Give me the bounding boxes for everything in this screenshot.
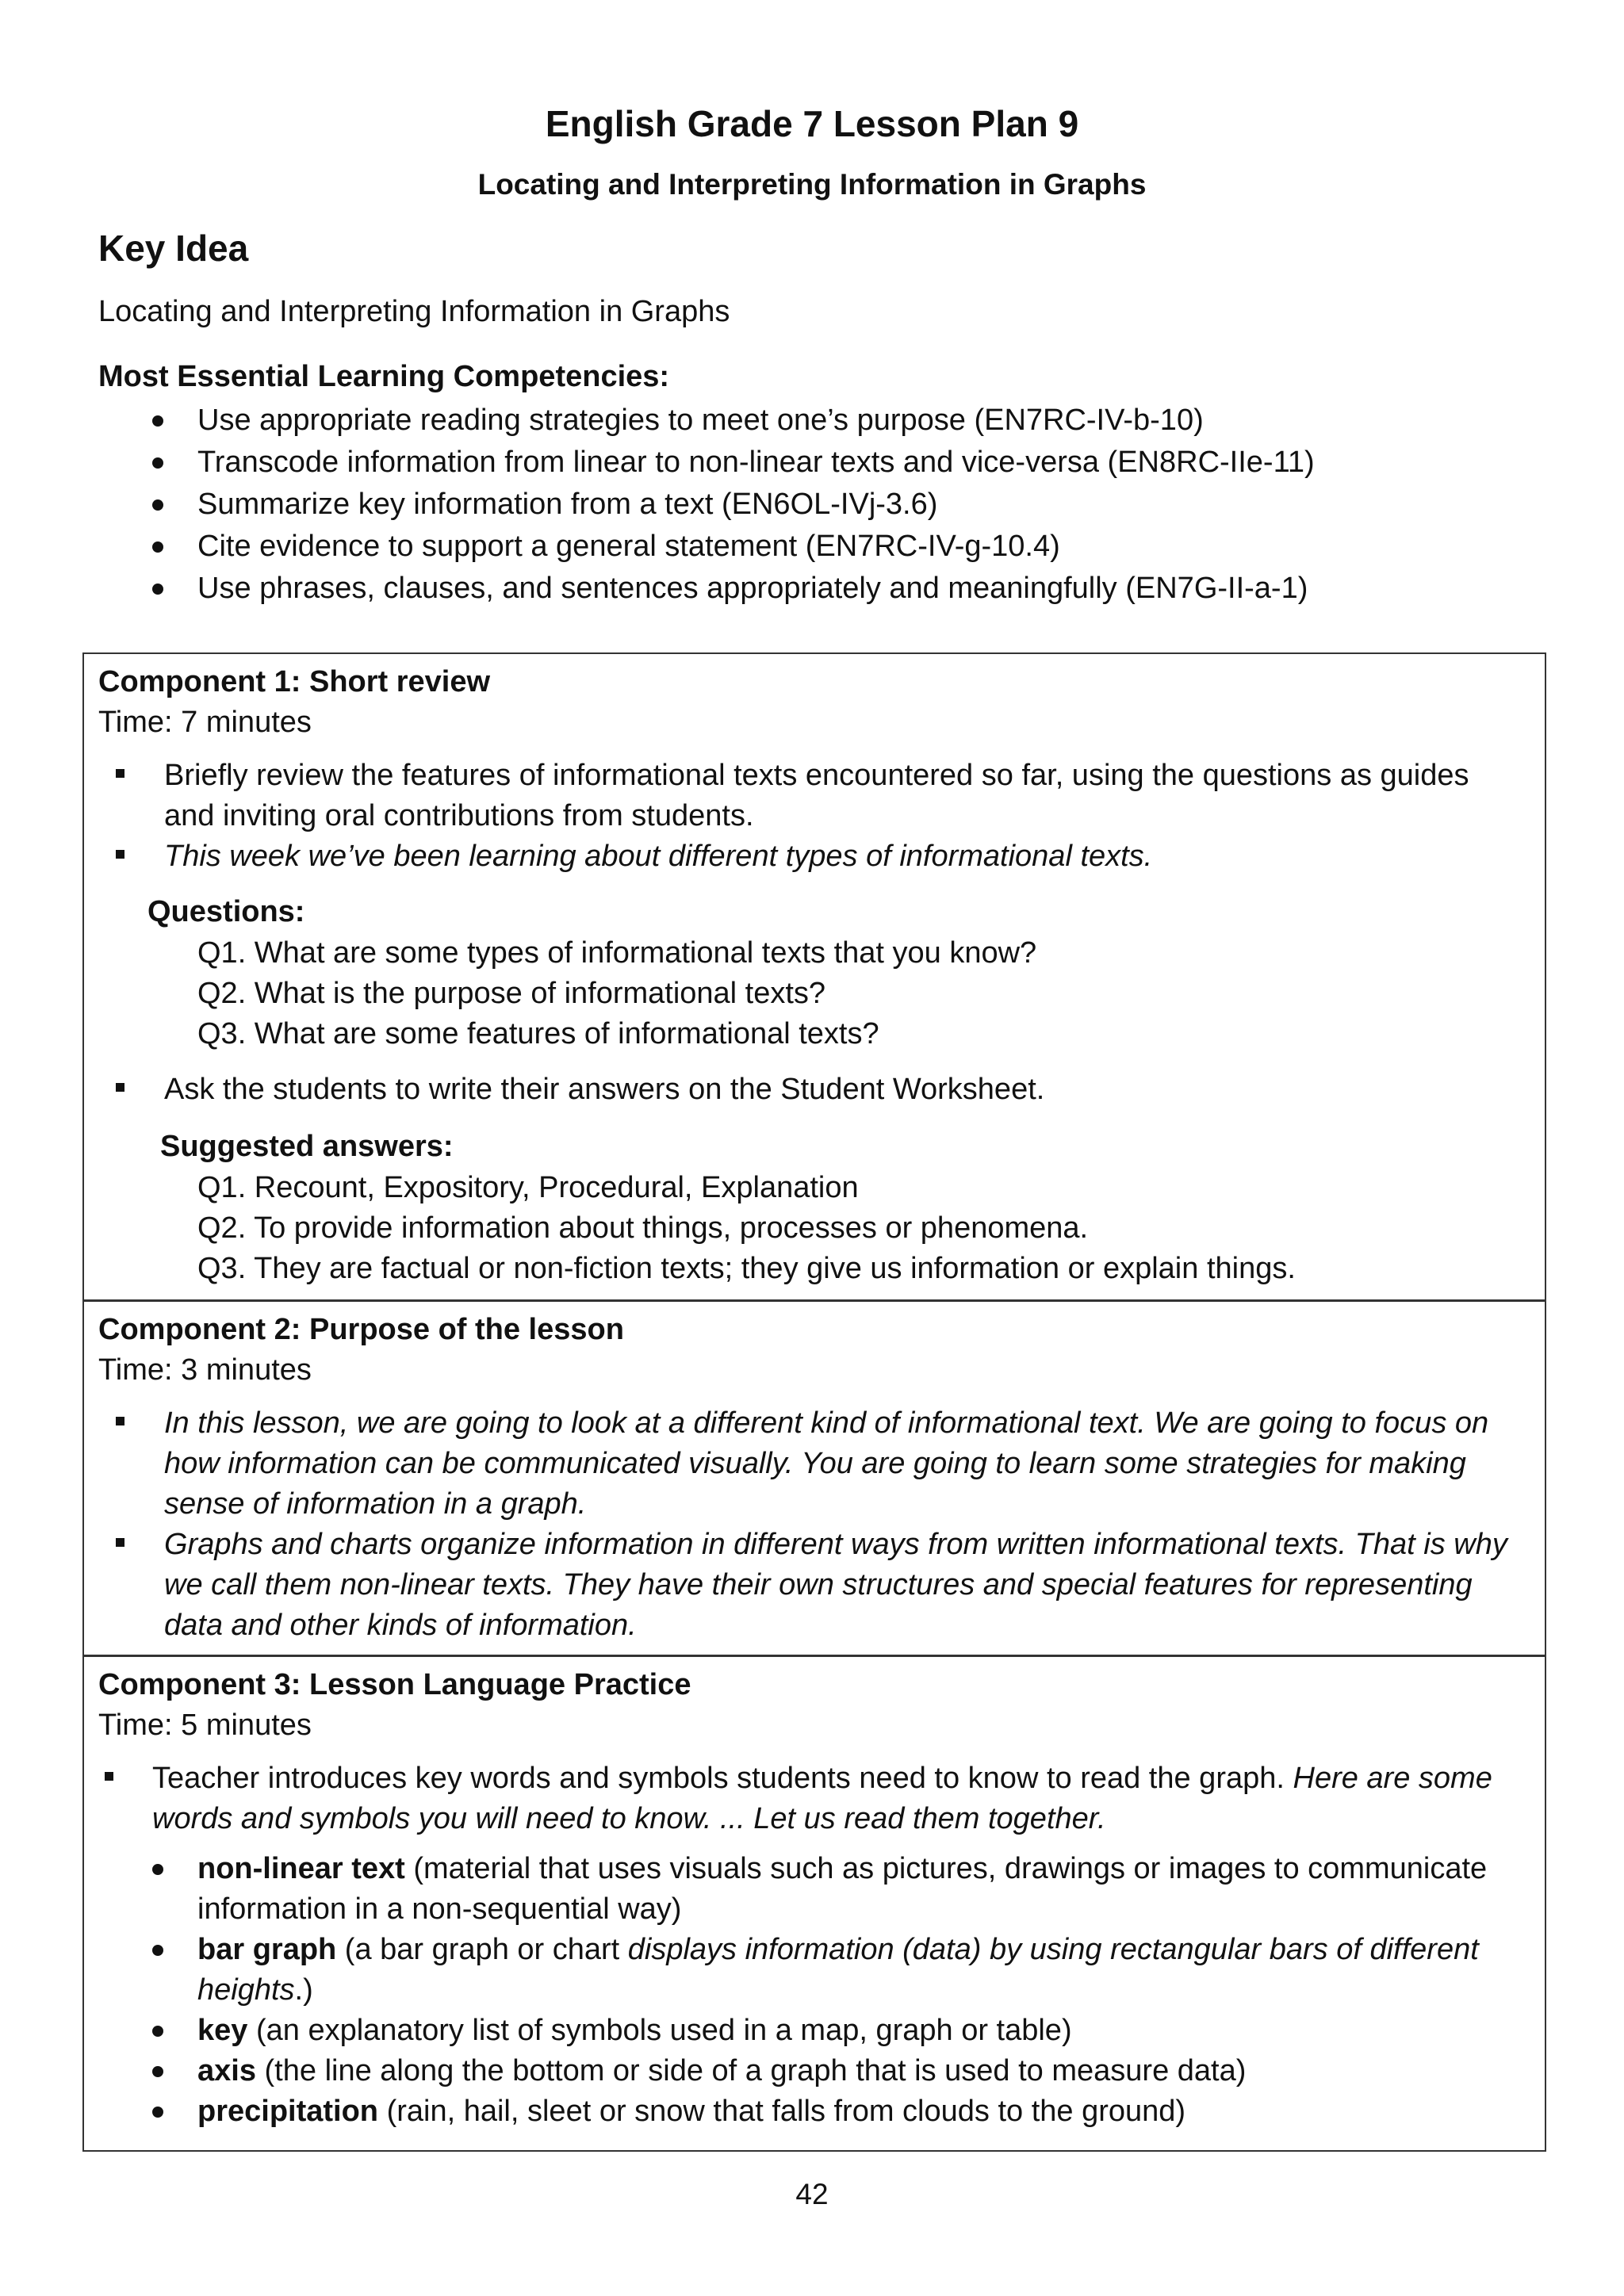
lesson-subtitle: Locating and Interpreting Information in Graphs	[477, 168, 1147, 201]
questions-label: Questions:	[147, 895, 305, 928]
list-item	[98, 2011, 1518, 2051]
term: bar graph	[197, 1933, 337, 1966]
bullet-icon	[152, 499, 163, 511]
component-3-header	[98, 1665, 691, 1746]
square-bullet-icon	[105, 1772, 113, 1781]
term-definition: (material that uses visuals such as pictures, drawings or images to communicate information in a non-sequential way)	[197, 1852, 1488, 1926]
term: axis	[197, 2054, 256, 2087]
bullet-icon	[152, 2107, 163, 2118]
square-bullet-icon	[116, 1417, 124, 1425]
list-item	[98, 2051, 1518, 2091]
key-terms-list	[98, 1849, 1518, 2132]
component-1-time: Time: 7 minutes	[98, 706, 312, 739]
bullet-icon	[152, 1945, 163, 1956]
square-bullet-icon	[116, 850, 124, 859]
list-item: In this lesson, we are going to look at a different kind of informational text. We are going to focus on how information can be communicated visually. You are going to learn some strategies for making sense of information in a graph.	[98, 1403, 1518, 1525]
list-item: Cite evidence to support a general statement (EN7RC-IV-g-10.4)	[98, 526, 1542, 568]
component-3-title: Component 3: Lesson Language Practice	[98, 1668, 691, 1701]
list-item	[98, 1849, 1518, 1930]
component-1-header	[98, 662, 490, 743]
question-line: Q2. What is the purpose of informational texts?	[197, 977, 826, 1010]
term-definition: (rain, hail, sleet or snow that falls from clouds to the ground)	[378, 2095, 1186, 2128]
list-item: Ask the students to write their answers on the Student Worksheet.	[98, 1070, 1518, 1110]
component-1-title: Component 1: Short review	[98, 665, 491, 698]
competencies-label: Most Essential Learning Competencies:	[98, 360, 670, 393]
intro-italic-text: Here are some words and symbols you will need to know. ... Let us read them together.	[152, 1762, 1492, 1835]
key-idea-text: Locating and Interpreting Information in Graphs	[98, 295, 730, 328]
bullet-icon	[152, 584, 163, 595]
list-item: Graphs and charts organize information in different ways from written informational texts. That is why we call them non-linear texts. They have their own structures and special features for representing data and other kinds of information.	[98, 1525, 1518, 1646]
intro-text: Teacher introduces key words and symbols students need to know to read the graph.	[152, 1762, 1293, 1795]
bullet-icon	[152, 2066, 163, 2077]
answer-line: Q1. Recount, Expository, Procedural, Explanation	[197, 1171, 859, 1204]
list-item: Use phrases, clauses, and sentences appropriately and meaningfully (EN7G-II-a-1)	[98, 568, 1542, 610]
square-bullet-icon	[116, 1083, 124, 1092]
bullet-icon	[152, 541, 163, 553]
bullet-icon	[152, 415, 163, 427]
bullet-icon	[152, 2026, 163, 2037]
square-bullet-icon	[116, 769, 124, 778]
page-number: 42	[795, 2178, 829, 2210]
term-definition: (an explanatory list of symbols used in a map, graph or table)	[247, 2014, 1072, 2047]
list-item	[98, 1930, 1518, 2011]
term-definition: (a bar graph or chart	[336, 1933, 628, 1966]
answer-line: Q3. They are factual or non-fiction texts; they give us information or explain things.	[197, 1252, 1296, 1285]
component-2-header	[98, 1310, 624, 1391]
square-bullet-icon	[116, 1538, 124, 1547]
component-2-box	[82, 1300, 1546, 1656]
bullet-icon	[152, 457, 163, 469]
term-definition-end: .)	[294, 1973, 313, 2007]
term-definition-italic: displays information (data) by using rectangular bars of different heights	[197, 1933, 1479, 2007]
competencies-list	[98, 400, 1542, 610]
component-1-box	[82, 652, 1546, 1301]
list-item: Use appropriate reading strategies to meet one’s purpose (EN7RC-IV-b-10)	[98, 400, 1542, 442]
list-item: Transcode information from linear to non-linear texts and vice-versa (EN8RC-IIe-11)	[98, 442, 1542, 484]
term: key	[197, 2014, 248, 2047]
component-3-box	[82, 1655, 1546, 2152]
question-line: Q1. What are some types of informational texts that you know?	[197, 936, 1037, 970]
list-item	[98, 2091, 1518, 2132]
bullet-icon	[152, 1864, 163, 1875]
list-item: Briefly review the features of informational texts encountered so far, using the questions as guides and inviting oral contributions from students.	[98, 756, 1518, 836]
component-3-time: Time: 5 minutes	[98, 1709, 312, 1742]
term-definition: (the line along the bottom or side of a graph that is used to measure data)	[255, 2054, 1247, 2087]
answers-label: Suggested answers:	[160, 1130, 454, 1163]
list-item	[98, 1758, 1518, 1839]
key-idea-heading: Key Idea	[98, 228, 249, 269]
component-2-title: Component 2: Purpose of the lesson	[98, 1313, 624, 1346]
answer-line: Q2. To provide information about things, processes or phenomena.	[197, 1211, 1089, 1245]
term: precipitation	[197, 2095, 379, 2128]
term: non-linear text	[197, 1852, 405, 1885]
question-line: Q3. What are some features of informational texts?	[197, 1017, 879, 1050]
list-item: Summarize key information from a text (EN6OL-IVj-3.6)	[98, 484, 1542, 526]
list-item: This week we’ve been learning about different types of informational texts.	[98, 836, 1518, 877]
lesson-title: English Grade 7 Lesson Plan 9	[545, 103, 1079, 144]
component-2-time: Time: 3 minutes	[98, 1353, 312, 1387]
